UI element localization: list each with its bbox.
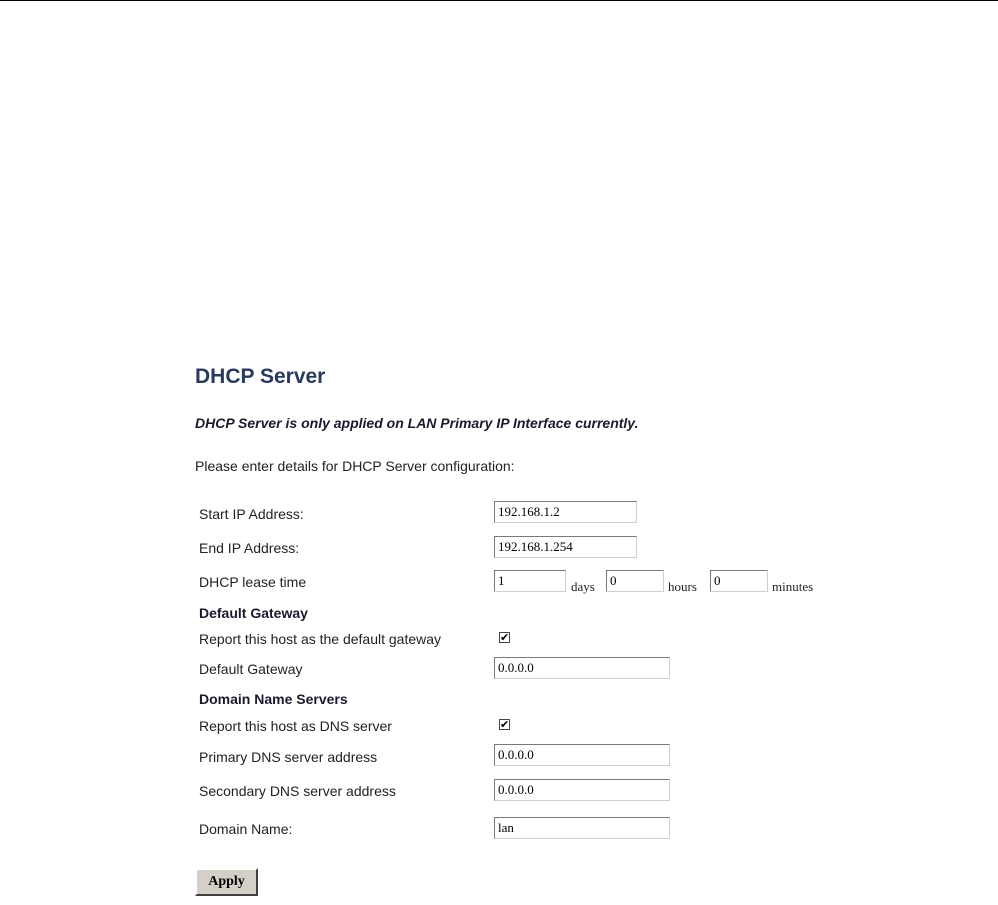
end-ip-input[interactable] — [494, 536, 637, 558]
default-gateway-label: Default Gateway — [199, 661, 303, 677]
report-dns-checkbox[interactable]: ✔ — [500, 719, 510, 730]
top-divider — [0, 0, 998, 1]
primary-dns-input[interactable] — [494, 744, 670, 766]
domain-name-label: Domain Name: — [199, 821, 293, 837]
secondary-dns-label: Secondary DNS server address — [199, 783, 396, 799]
report-dns-label: Report this host as DNS server — [199, 718, 392, 734]
lease-days-input[interactable] — [494, 570, 566, 592]
page-title: DHCP Server — [195, 365, 326, 388]
lease-hours-unit: hours — [668, 579, 697, 594]
primary-dns-label: Primary DNS server address — [199, 749, 378, 765]
lease-minutes-unit: minutes — [772, 579, 814, 594]
domain-name-input[interactable] — [494, 817, 670, 839]
lease-time-label: DHCP lease time — [199, 574, 307, 590]
report-gateway-checkbox[interactable]: ✔ — [500, 632, 510, 643]
report-gateway-label: Report this host as the default gateway — [199, 631, 442, 647]
notice-text: DHCP Server is only applied on LAN Primary IP Interface currently. — [195, 415, 639, 431]
start-ip-input[interactable] — [494, 501, 637, 523]
secondary-dns-input[interactable] — [494, 779, 670, 801]
dns-servers-heading: Domain Name Servers — [199, 691, 348, 707]
lease-hours-input[interactable] — [606, 570, 664, 592]
lease-minutes-input[interactable] — [710, 570, 768, 592]
default-gateway-input[interactable] — [494, 657, 670, 679]
apply-button[interactable]: Apply — [195, 868, 258, 896]
start-ip-label: Start IP Address: — [199, 506, 304, 522]
end-ip-label: End IP Address: — [199, 540, 300, 556]
lease-days-unit: days — [571, 579, 595, 594]
default-gateway-heading: Default Gateway — [199, 605, 308, 621]
intro-text: Please enter details for DHCP Server configuration: — [195, 458, 515, 474]
